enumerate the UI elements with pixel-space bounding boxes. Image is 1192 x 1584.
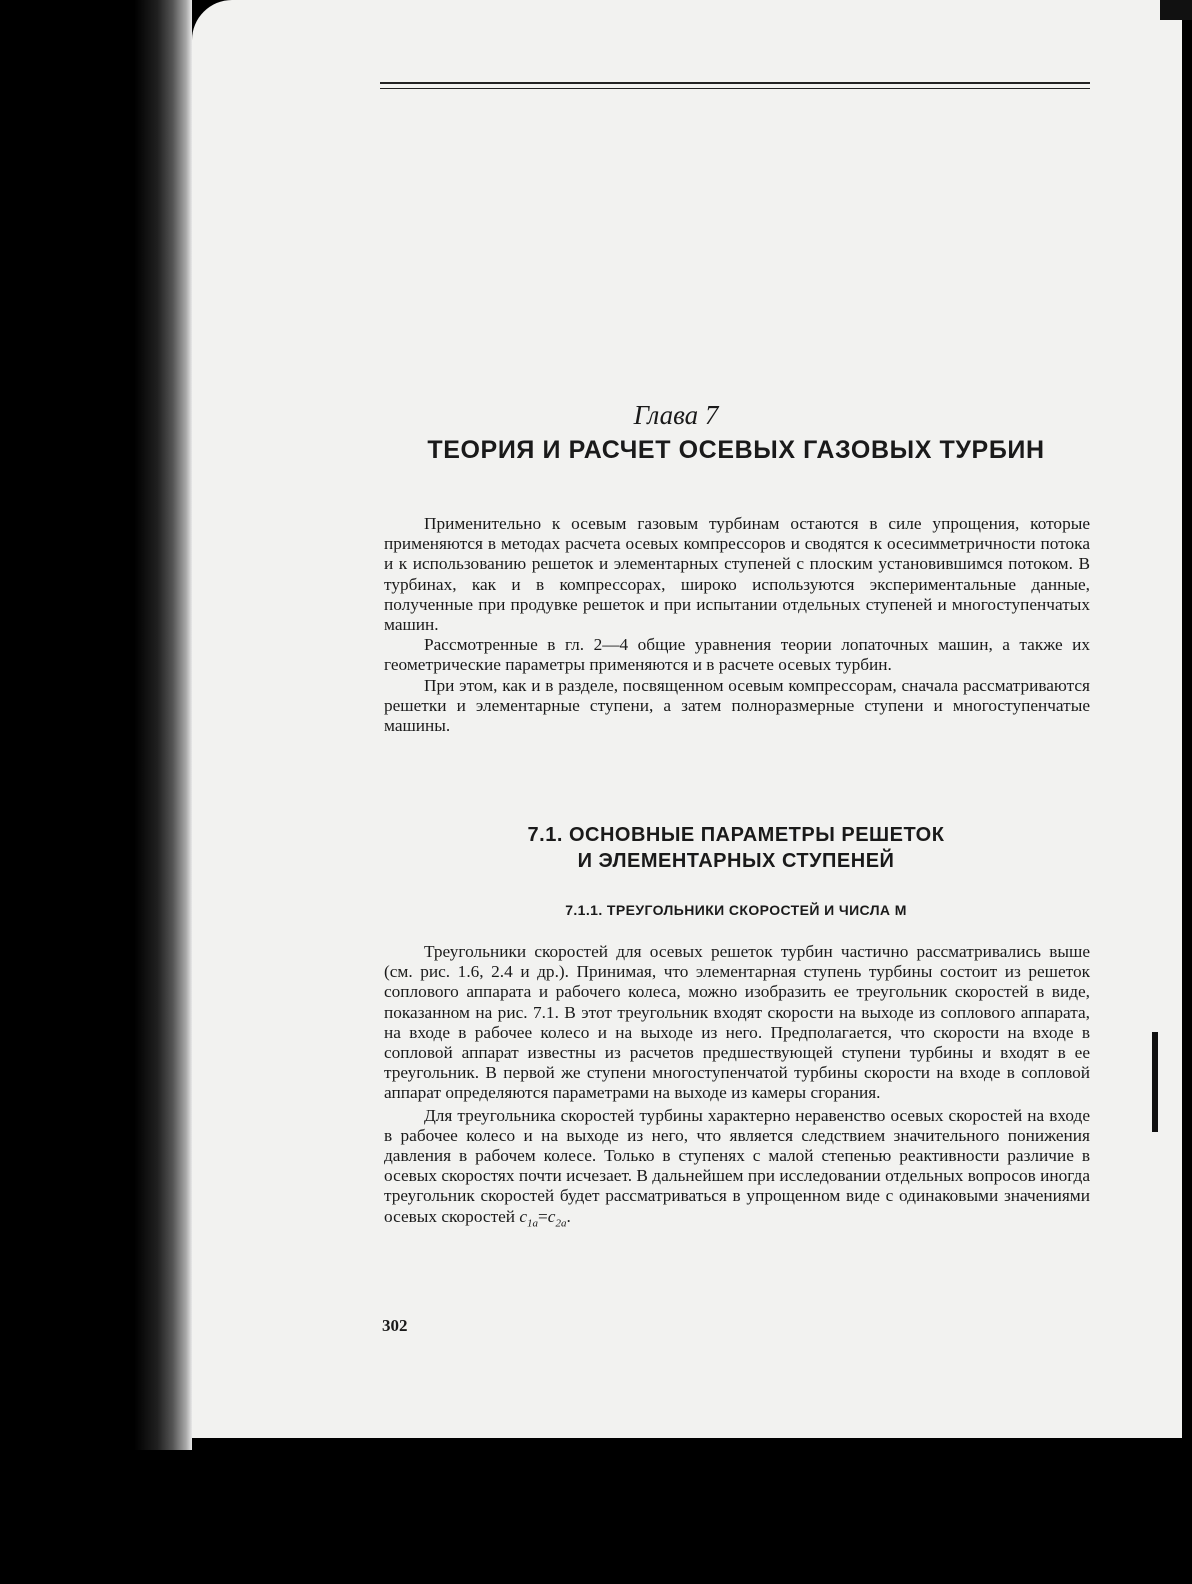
formula-c2a: c bbox=[547, 1206, 556, 1226]
body-paragraph-2 bbox=[384, 1106, 1090, 1234]
formula-c1a: c bbox=[519, 1206, 528, 1226]
intro-paragraph-1: Применительно к осевым газовым турбинам остаются в силе упрощения, которые применяются в методах расчета осевых компрессоров и сводятся к осесимметричности потока и к использованию решеток и элементарных ступеней с плоским установившимся потоком. В турбинах, как и в компрессорах, широко используются экспериментальные данные, полученные при продувке решеток и при испытании отдельных ступеней и многоступенчатых машин. bbox=[384, 514, 1090, 635]
scan-edge-mark bbox=[1152, 1032, 1158, 1132]
body-text bbox=[384, 942, 1090, 1233]
header-rule-bottom bbox=[380, 88, 1090, 89]
page-number: 302 bbox=[382, 1316, 408, 1335]
chapter-title: ТЕОРИЯ И РАСЧЕТ ОСЕВЫХ ГАЗОВЫХ ТУРБИН bbox=[427, 436, 1045, 464]
chapter-label: Глава 7 bbox=[633, 400, 719, 430]
body-paragraph-2-text: Для треугольника скоростей турбины характерно неравенство осевых скоростей на входе в рабочее колесо и на выходе из него, что является следствием значительного понижения давления в рабочем колесе. Только в ступенях с малой степенью реактивности различие в осевых скоростях почти исчезает. В дальнейшем при исследовании отдельных вопросов иногда треугольник скоростей будет рассматриваться в упрощенном виде с одинаковыми значениями осевых скоростей bbox=[384, 1105, 1090, 1226]
scan-edge-mark bbox=[1160, 0, 1192, 20]
scan-bottom-shadow bbox=[192, 1438, 1192, 1584]
intro-paragraph-2: Рассмотренные в гл. 2—4 общие уравнения теории лопаточных машин, а также их геометрические параметры применяются и в расчете осевых турбин. bbox=[384, 635, 1090, 675]
section-title bbox=[380, 822, 1092, 874]
formula-equals: = bbox=[538, 1206, 548, 1226]
header-rule-top bbox=[380, 82, 1090, 84]
section-title-line-2: И ЭЛЕМЕНТАРНЫХ СТУПЕНЕЙ bbox=[577, 850, 895, 872]
formula-sub-1a: 1a bbox=[527, 1217, 539, 1230]
body-paragraph-1: Треугольники скоростей для осевых решеток турбин частично рассматривались выше (см. рис. 1.6, 2.4 и др.). Принимая, что элементарная ступень турбины состоит из решеток соплового аппарата и рабочего колеса, можно изобразить ее треугольник скоростей в виде, показанном на рис. 7.1. В этот треугольник входят скорости на выходе из соплового аппарата, на входе в рабочее колесо и на выходе из него. Предполагается, что скорости на входе в сопловой аппарат известны из расчетов предшествующей ступени турбины и входят в ее треугольник. В первой же ступени многоступенчатой турбины скорости на входе в сопловой аппарат определяются параметрами на выходе из камеры сгорания. bbox=[384, 942, 1090, 1103]
section-title-line-1: 7.1. ОСНОВНЫЕ ПАРАМЕТРЫ РЕШЕТОК bbox=[527, 824, 945, 846]
intro-paragraph-3: При этом, как и в разделе, посвященном осевым компрессорам, сначала рассматриваются решетки и элементарные ступени, а затем полноразмерные ступени и многоступенчатые машины. bbox=[384, 675, 1090, 736]
formula-period: . bbox=[566, 1206, 571, 1226]
formula-sub-2a: 2a bbox=[555, 1217, 567, 1230]
subsection-title: 7.1.1. ТРЕУГОЛЬНИКИ СКОРОСТЕЙ И ЧИСЛА М bbox=[565, 902, 907, 918]
book-binding-shadow bbox=[0, 0, 192, 1450]
intro-text bbox=[384, 514, 1090, 736]
